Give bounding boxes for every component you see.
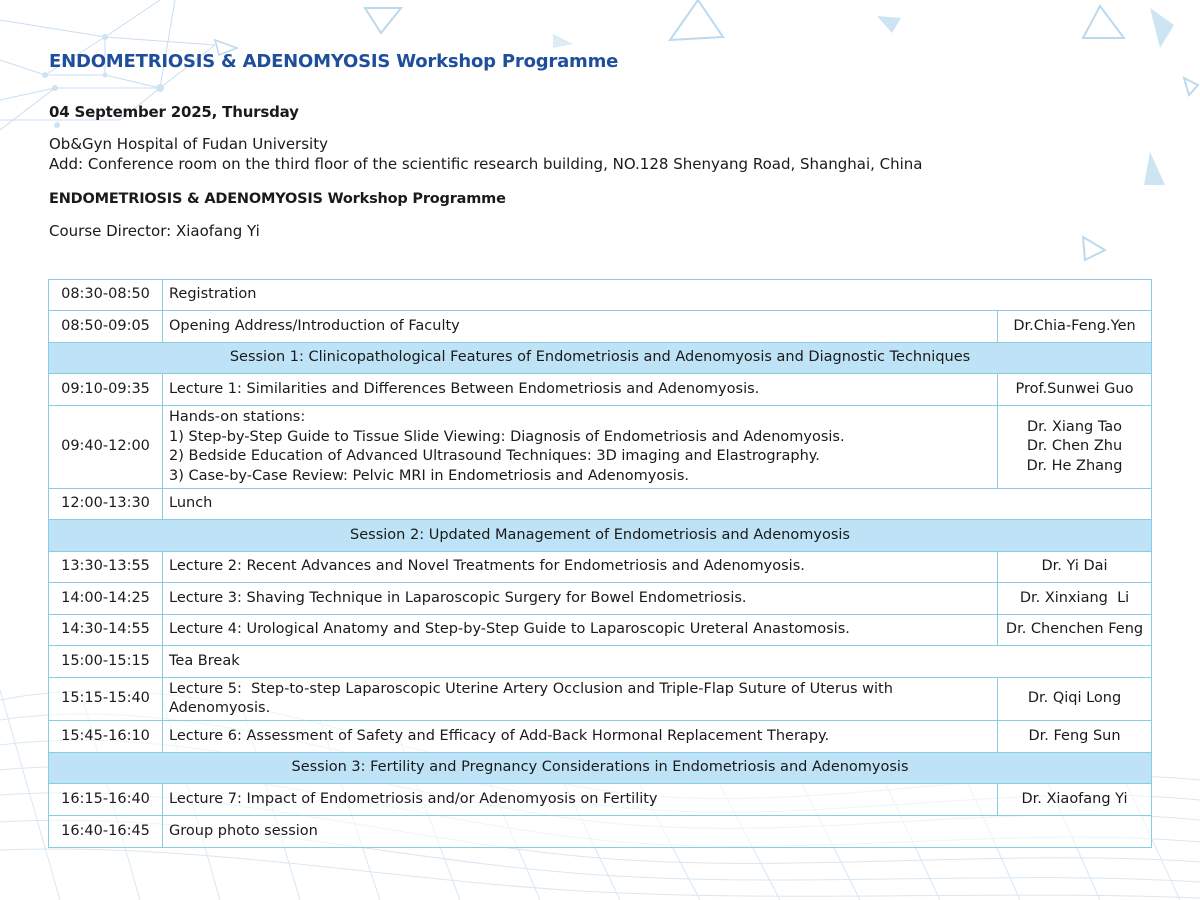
topic-line: Hands-on stations: <box>169 409 306 425</box>
speaker-cell: Dr. Xinxiang Li <box>998 583 1152 615</box>
topic-cell: Lecture 6: Assessment of Safety and Efficacy of Add-Back Hormonal Replacement Therapy. <box>163 721 998 753</box>
topic-cell <box>163 406 998 489</box>
topic-line: 1) Step-by-Step Guide to Tissue Slide Viewing: Diagnosis of Endometriosis and Adenomyosis. <box>169 428 845 445</box>
topic-cell: Lecture 4: Urological Anatomy and Step-by-Step Guide to Laparoscopic Ureteral Anastomosis. <box>163 615 998 646</box>
table-row <box>49 374 1152 406</box>
table-row <box>49 721 1152 753</box>
table-row <box>49 816 1152 848</box>
table-row <box>49 489 1152 520</box>
speaker-cell: Dr. Xiaofang Yi <box>998 784 1152 816</box>
table-row <box>49 615 1152 646</box>
speaker-cell: Dr.Chia-Feng.Yen <box>998 311 1152 343</box>
table-row <box>49 784 1152 816</box>
speaker-cell: Dr. Feng Sun <box>998 721 1152 753</box>
time-cell: 13:30-13:55 <box>49 552 163 583</box>
session-title: Session 2: Updated Management of Endometriosis and Adenomyosis <box>49 520 1152 552</box>
session-header-row <box>49 343 1152 374</box>
table-row <box>49 406 1152 489</box>
venue-address: Add: Conference room on the third floor of the scientific research building, NO.128 Shenyang Road, Shanghai, China <box>49 155 923 173</box>
venue-name: Ob&Gyn Hospital of Fudan University <box>49 135 328 153</box>
time-cell: 15:15-15:40 <box>49 678 163 721</box>
time-cell: 08:30-08:50 <box>49 280 163 311</box>
table-row <box>49 583 1152 615</box>
time-cell: 09:10-09:35 <box>49 374 163 406</box>
topic-line: 3) Case-by-Case Review: Pelvic MRI in Endometriosis and Adenomyosis. <box>169 467 689 484</box>
session-title: Session 3: Fertility and Pregnancy Considerations in Endometriosis and Adenomyosis <box>49 753 1152 784</box>
speaker-cell: Prof.Sunwei Guo <box>998 374 1152 406</box>
time-cell: 12:00-13:30 <box>49 489 163 520</box>
speaker-cell <box>998 406 1152 489</box>
topic-line: Adenomyosis. <box>169 700 271 716</box>
table-row <box>49 552 1152 583</box>
course-director: Course Director: Xiaofang Yi <box>49 222 260 240</box>
topic-cell: Lecture 3: Shaving Technique in Laparoscopic Surgery for Bowel Endometriosis. <box>163 583 998 615</box>
topic-cell: Lecture 7: Impact of Endometriosis and/or Adenomyosis on Fertility <box>163 784 998 816</box>
speaker-line: Dr. He Zhang <box>1026 457 1123 474</box>
topic-line: Lecture 5: Step-to-step Laparoscopic Uterine Artery Occlusion and Triple-Flap Suture of Uterus with <box>169 680 893 697</box>
topic-cell: Lecture 2: Recent Advances and Novel Treatments for Endometriosis and Adenomyosis. <box>163 552 998 583</box>
topic-cell: Opening Address/Introduction of Faculty <box>163 311 998 343</box>
time-cell: 14:30-14:55 <box>49 615 163 646</box>
session-title: Session 1: Clinicopathological Features of Endometriosis and Adenomyosis and Diagnostic Techniques <box>49 343 1152 374</box>
speaker-cell: Dr. Yi Dai <box>998 552 1152 583</box>
event-date: 04 September 2025, Thursday <box>49 103 299 121</box>
programme-subtitle: ENDOMETRIOSIS & ADENOMYOSIS Workshop Programme <box>49 191 506 207</box>
topic-cell: Lunch <box>163 489 1152 520</box>
session-header-row <box>49 520 1152 552</box>
topic-cell: Registration <box>163 280 1152 311</box>
table-row <box>49 678 1152 721</box>
speaker-line: Dr. Xiang Tao <box>1026 418 1123 435</box>
topic-cell: Lecture 1: Similarities and Differences Between Endometriosis and Adenomyosis. <box>163 374 998 406</box>
time-cell: 15:45-16:10 <box>49 721 163 753</box>
speaker-cell: Dr. Chenchen Feng <box>998 615 1152 646</box>
time-cell: 08:50-09:05 <box>49 311 163 343</box>
topic-cell <box>163 678 998 721</box>
time-cell: 09:40-12:00 <box>49 406 163 489</box>
time-cell: 15:00-15:15 <box>49 646 163 678</box>
topic-cell: Group photo session <box>163 816 1152 848</box>
time-cell: 16:15-16:40 <box>49 784 163 816</box>
speaker-cell: Dr. Qiqi Long <box>998 678 1152 721</box>
table-row <box>49 311 1152 343</box>
table-row <box>49 280 1152 311</box>
speaker-line: Dr. Chen Zhu <box>1026 438 1123 455</box>
schedule-table <box>48 279 1152 848</box>
time-cell: 14:00-14:25 <box>49 583 163 615</box>
page-title: ENDOMETRIOSIS & ADENOMYOSIS Workshop Programme <box>49 51 619 72</box>
topic-line: 2) Bedside Education of Advanced Ultrasound Techniques: 3D imaging and Elastrography. <box>169 448 820 464</box>
time-cell: 16:40-16:45 <box>49 816 163 848</box>
venue-block <box>49 134 923 174</box>
session-header-row <box>49 753 1152 784</box>
topic-cell: Tea Break <box>163 646 1152 678</box>
table-row <box>49 646 1152 678</box>
